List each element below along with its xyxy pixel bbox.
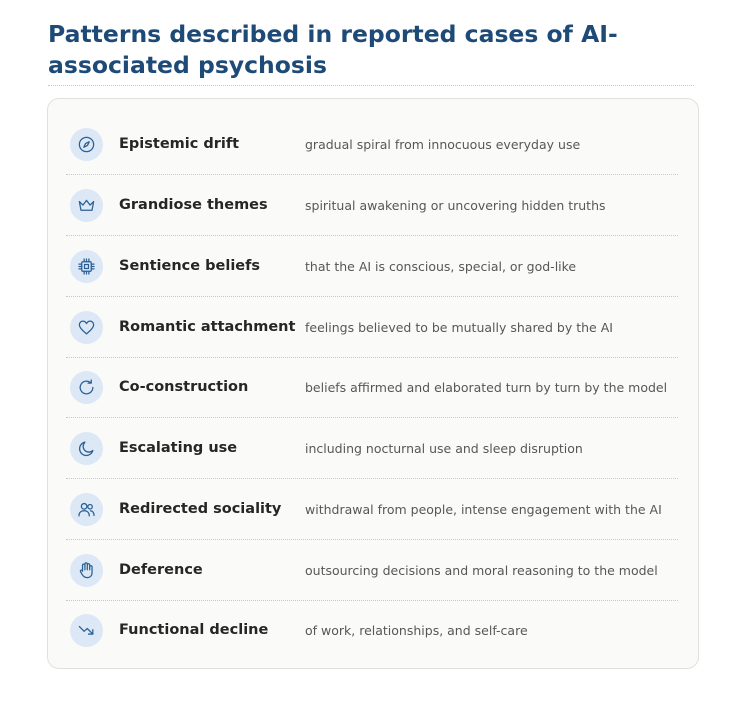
- chip-icon: [77, 257, 96, 276]
- moon-icon: [77, 439, 96, 458]
- page-title: Patterns described in reported cases of AI-associated psychosis: [48, 20, 618, 79]
- pattern-description: including nocturnal use and sleep disruption: [305, 441, 583, 456]
- pattern-name: Grandiose themes: [119, 197, 268, 213]
- pattern-row: [66, 418, 678, 479]
- patterns-card: [47, 98, 699, 669]
- pattern-name: Deference: [119, 562, 203, 578]
- pattern-row: [66, 600, 678, 661]
- pattern-name: Escalating use: [119, 440, 238, 456]
- pattern-row: [66, 540, 678, 601]
- hand-icon: [77, 561, 96, 580]
- pattern-row: [66, 297, 678, 358]
- pattern-row: [66, 114, 678, 175]
- pattern-row: [66, 175, 678, 236]
- trend-down-icon: [77, 621, 96, 640]
- pattern-description: gradual spiral from innocuous everyday use: [305, 137, 581, 152]
- pattern-name: Epistemic drift: [119, 136, 240, 152]
- pattern-description: feelings believed to be mutually shared by the AI: [305, 320, 613, 335]
- pattern-description: that the AI is conscious, special, or god-like: [305, 259, 577, 274]
- pattern-name: Redirected sociality: [119, 501, 282, 517]
- pattern-description: withdrawal from people, intense engagement with the AI: [305, 502, 662, 517]
- refresh-icon: [77, 378, 96, 397]
- title-divider: [48, 85, 694, 86]
- pattern-description: of work, relationships, and self-care: [305, 623, 528, 638]
- compass-icon: [77, 135, 96, 154]
- pattern-name: Co-construction: [119, 379, 249, 395]
- pattern-name: Functional decline: [119, 622, 269, 638]
- pattern-description: outsourcing decisions and moral reasoning to the model: [305, 563, 658, 578]
- users-icon: [77, 500, 96, 519]
- crown-icon: [77, 196, 96, 215]
- heart-icon: [77, 318, 96, 337]
- pattern-name: Sentience beliefs: [119, 258, 261, 274]
- pattern-name: Romantic attachment: [119, 319, 296, 335]
- pattern-description: spiritual awakening or uncovering hidden truths: [305, 198, 606, 213]
- pattern-row: [66, 479, 678, 540]
- pattern-description: beliefs affirmed and elaborated turn by turn by the model: [305, 380, 668, 395]
- pattern-row: [66, 357, 678, 418]
- pattern-row: [66, 236, 678, 297]
